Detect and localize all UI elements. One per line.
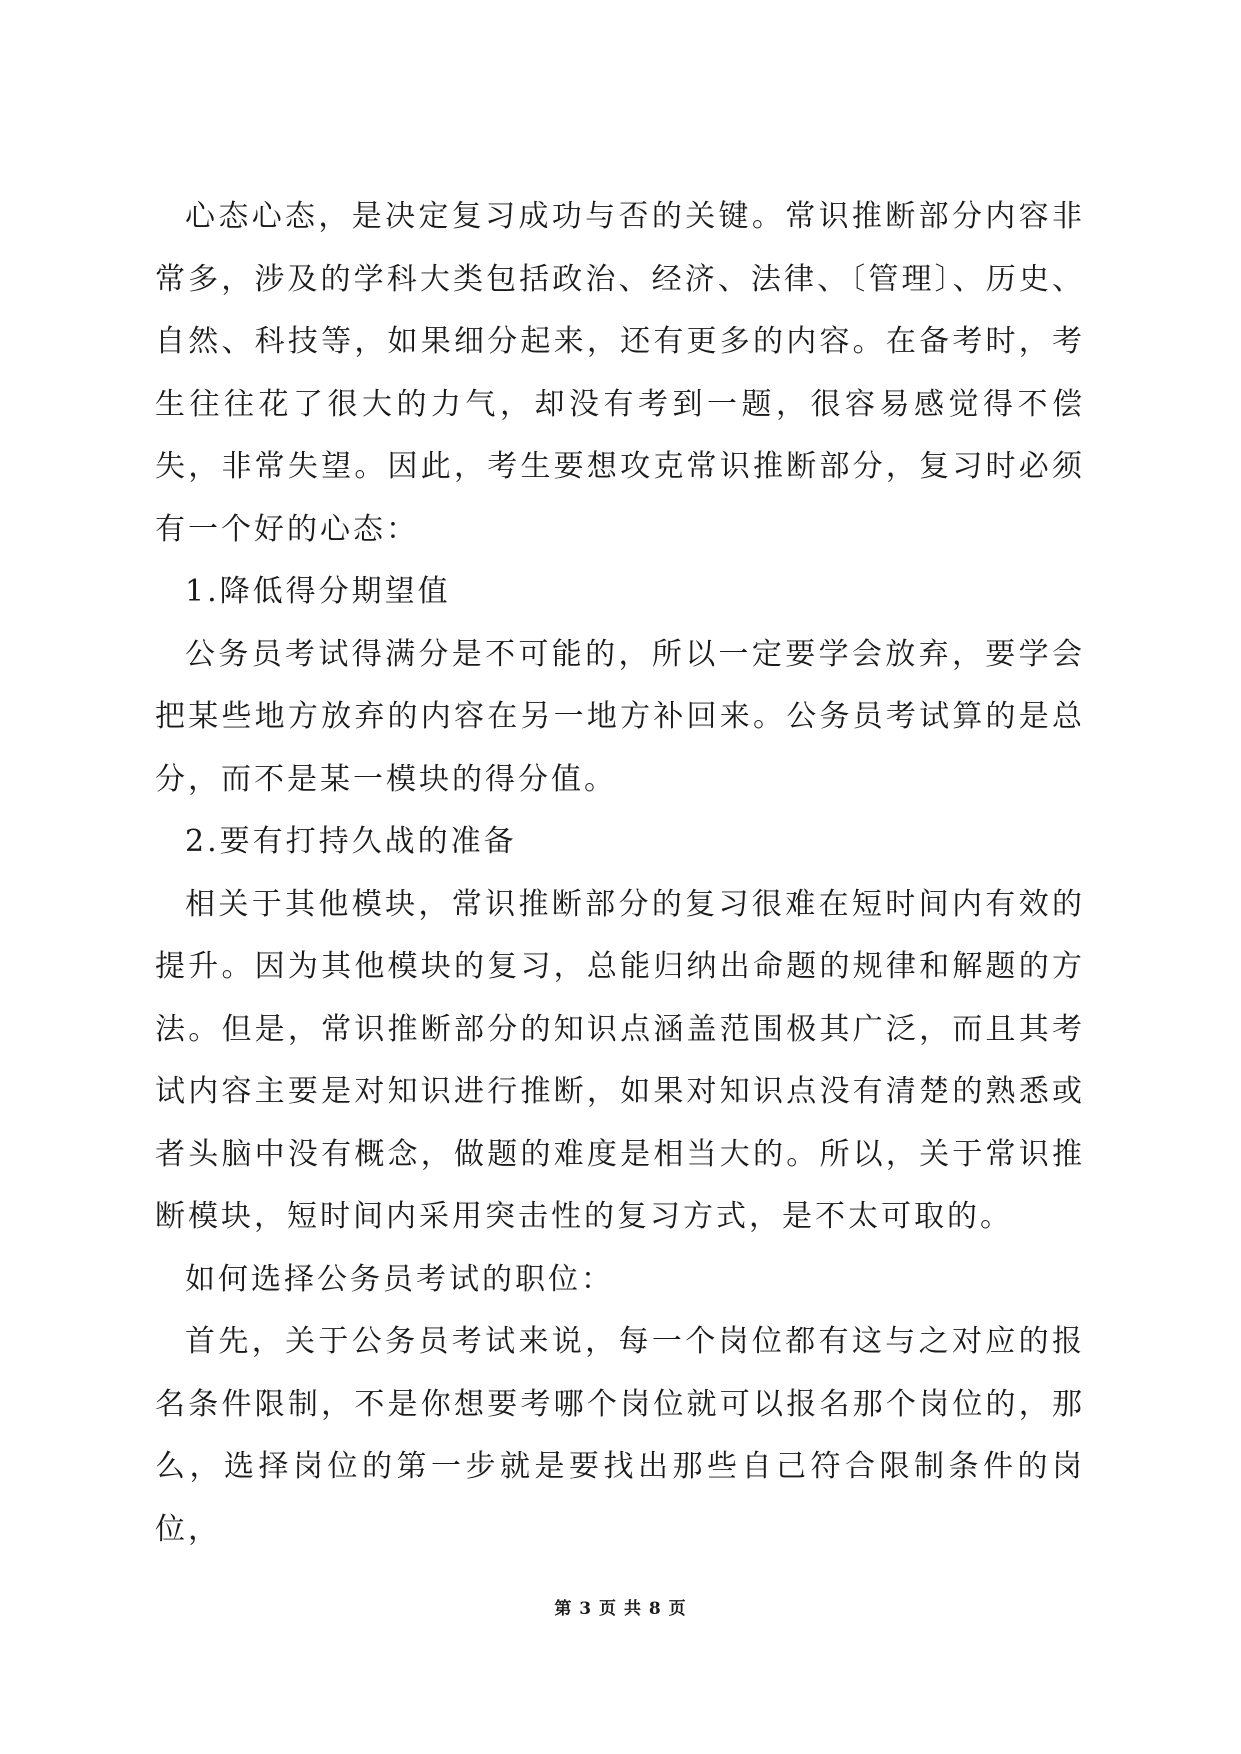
document-body — [155, 186, 1085, 1561]
page-footer: 第 3 页 共 8 页 — [554, 1599, 687, 1619]
paragraph-common-sense-review: 相关于其他模块，常识推断部分的复习很难在短时间内有效的提升。因为其他模块的复习，总能归纳出命题的规律和解题的方法。但是，常识推断部分的知识点涵盖范围极其广泛，而且其考试内容主要是对知识进行推断，如果对知识点没有清楚的熟悉或者头脑中没有概念，做题的难度是相当大的。所以，关于常识推断模块，短时间内采用突击性的复习方式，是不太可取的。 — [155, 886, 1085, 1234]
heading-long-term-preparation: 2.要有打持久战的准备 — [185, 824, 517, 859]
paragraph-full-score: 公务员考试得满分是不可能的，所以一定要学会放弃，要学会把某些地方放弃的内容在另一地方补回来。公务员考试算的是总分，而不是某一模块的得分值。 — [155, 636, 1085, 797]
paragraph-mindset-intro: 心态心态，是决定复习成功与否的关键。常识推断部分内容非常多，涉及的学科大类包括政治、经济、法律、〔管理〕、历史、自然、科技等，如果细分起来，还有更多的内容。在备考时，考生往往花了很大的力气，却没有考到一题，很容易感觉得不偿失，非常失望。因此，考生要想攻克常识推断部分，复习时必须有一个好的心态： — [155, 199, 1085, 547]
heading-choose-position: 如何选择公务员考试的职位： — [185, 1261, 614, 1297]
heading-lower-expectations: 1.降低得分期望值 — [185, 574, 451, 609]
paragraph-position-requirements: 首先，关于公务员考试来说，每一个岗位都有这与之对应的报名条件限制，不是你想要考哪个岗位就可以报名那个岗位的，那么，选择岗位的第一步就是要找出那些自己符合限制条件的岗位， — [155, 1324, 1085, 1547]
